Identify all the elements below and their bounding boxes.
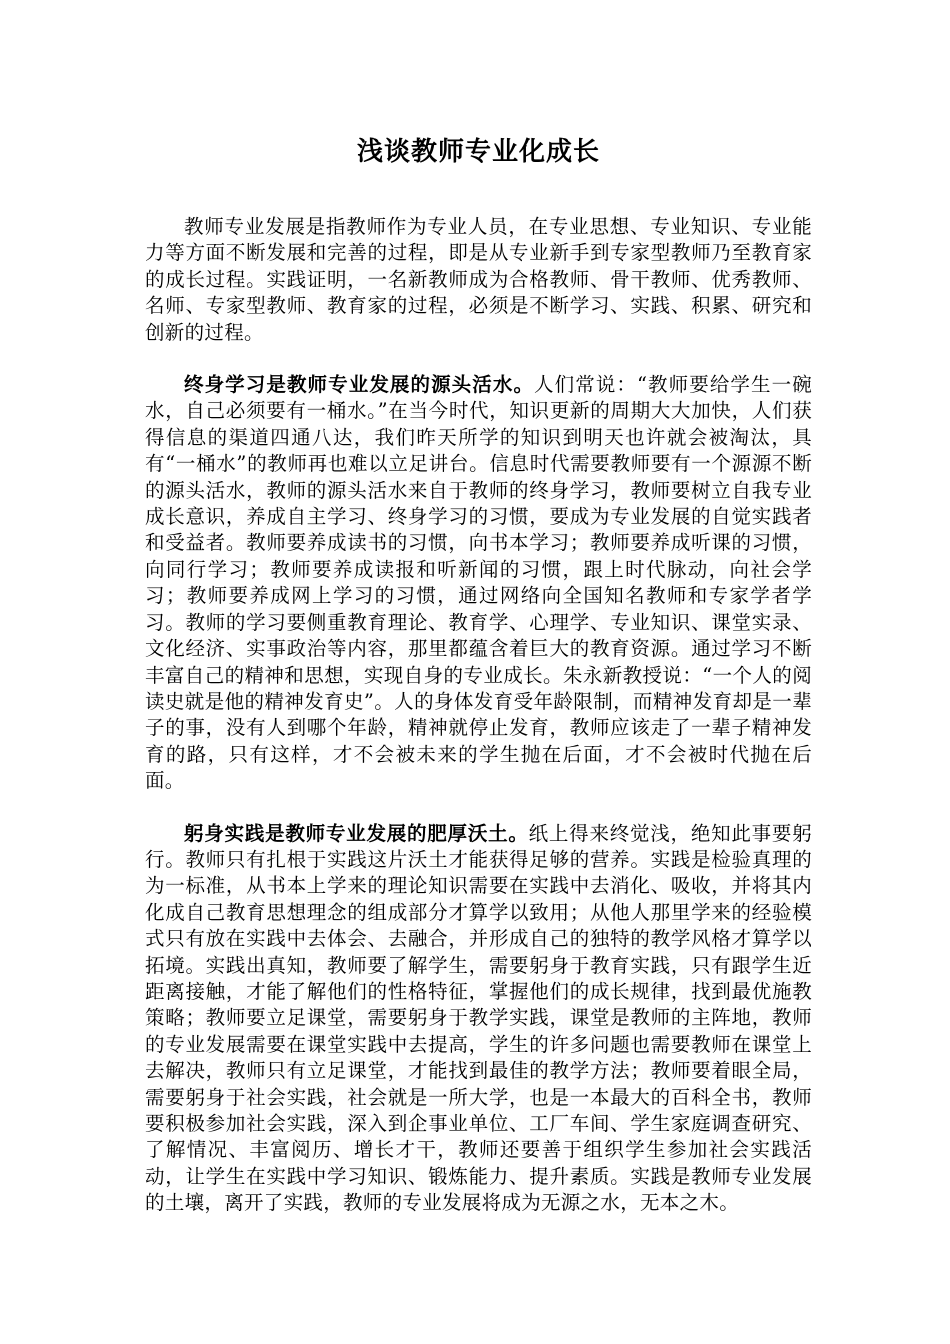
paragraph-practice-text: 纸上得来终觉浅，绝知此事要躬行。教师只有扎根于实践这片沃土才能获得足够的营养。实践是检验真理的为一标准，从书本上学来的理论知识需要在实践中去消化、吸收，并将其内化成自己教育思想理念的组成部分才算学以致用；从他人那里学来的经验模式只有放在实践中去体会、去融合，并形成自己的独特的教学风格才算学以拓境。实践出真知，教师要了解学生，需要躬身于教育实践，只有跟学生近距离接触，才能了解他们的性格特征，掌握他们的成长规律，找到最优施教策略；教师要立足课堂，需要躬身于教学实践，课堂是教师的主阵地，教师的专业发展需要在课堂实践中去提高，学生的许多问题也需要教师在课堂上去解决，教师只有立足课堂，才能找到最佳的教学方法；教师要着眼全局，需要躬身于社会实践，社会就是一所大学，也是一本最大的百科全书，教师要积极参加社会实践，深入到企事业单位、工厂车间、学生家庭调查研究、了解情况、丰富阅历、增长才干，教师还要善于组织学生参加社会实践活动，让学生在实践中学习知识、锻炼能力、提升素质。实践是教师专业发展的土壤，离开了实践，教师的专业发展将成为无源之水，无本之木。 <box>145 821 812 1215</box>
document-page <box>145 132 812 1243</box>
paragraph-lifelong-learning <box>145 372 812 795</box>
paragraph-practice <box>145 821 812 1217</box>
document-title: 浅谈教师专业化成长 <box>356 137 600 167</box>
paragraph-lifelong-learning-lead: 终身学习是教师专业发展的源头活水。 <box>184 373 535 397</box>
paragraph-practice-lead: 躬身实践是教师专业发展的肥厚沃土。 <box>184 821 529 845</box>
paragraph-lifelong-learning-text: 人们常说：“教师要给学生一碗水，自己必须要有一桶水。”在当今时代，知识更新的周期大大加快，人们获得信息的渠道四通八达，我们昨天所学的知识到明天也许就会被淘汰，具有“一桶水”的教师再也难以立足讲台。信息时代需要教师要有一个源源不断的源头活水，教师的源头活水来自于教师的终身学习，教师要树立自我专业成长意识，养成自主学习、终身学习的习惯，要成为专业发展的自觉实践者和受益者。教师要养成读书的习惯，向书本学习；教师要养成听课的习惯，向同行学习；教师要养成读报和听新闻的习惯，跟上时代脉动，向社会学习；教师要养成网上学习的习惯，通过网络向全国知名教师和专家学者学习。教师的学习要侧重教育理论、教育学、心理学、专业知识、课堂实录、文化经济、实事政治等内容，那里都蕴含着巨大的教育资源。通过学习不断丰富自己的精神和思想，实现自身的专业成长。朱永新教授说：“一个人的阅读史就是他的精神发育史”。人的身体发育受年龄限制，而精神发育却是一辈子的事，没有人到哪个年龄，精神就停止发育，教师应该走了一辈子精神发育的路，只有这样，才不会被未来的学生抛在后面，才不会被时代抛在后面。 <box>145 373 812 793</box>
paragraph-intro-text: 教师专业发展是指教师作为专业人员，在专业思想、专业知识、专业能力等方面不断发展和完善的过程，即是从专业新手到专家型教师乃至教育家的成长过程。实践证明，一名新教师成为合格教师、骨干教师、优秀教师、名师、专家型教师、教育家的过程，必须是不断学习、实践、积累、研究和创新的过程。 <box>145 215 812 344</box>
paragraph-intro <box>145 214 812 346</box>
